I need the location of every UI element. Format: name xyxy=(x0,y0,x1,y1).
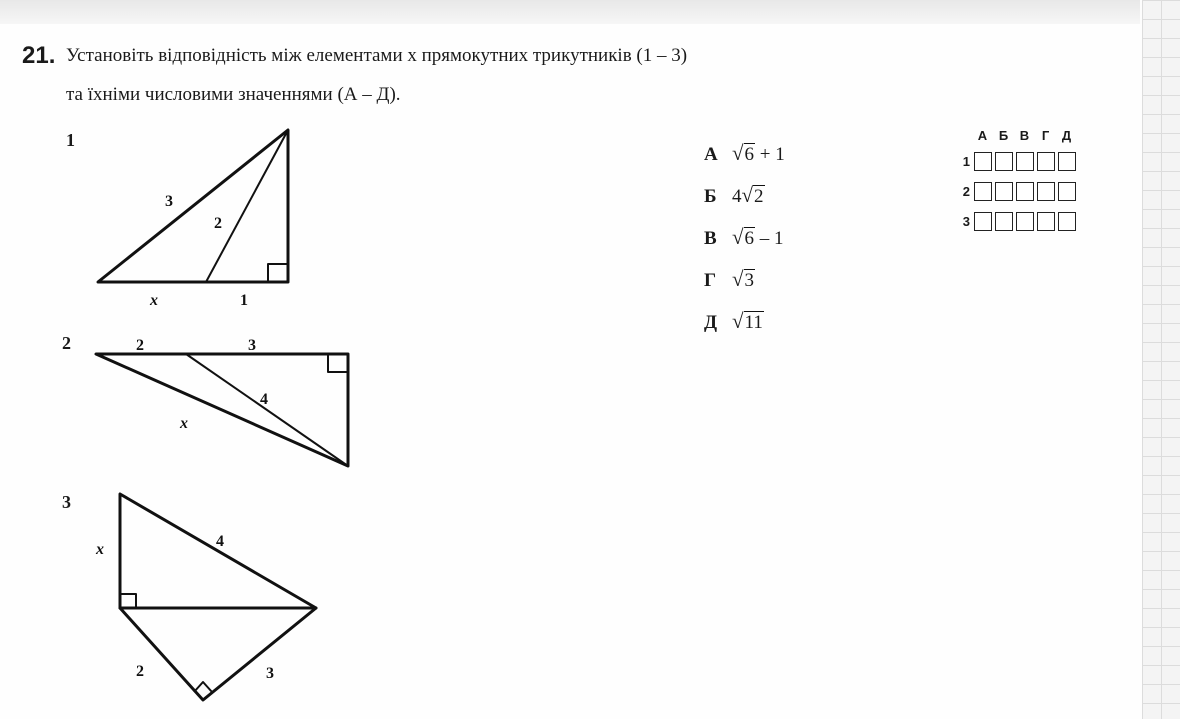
radical-sign: √ xyxy=(732,225,744,249)
fig2-label-segment: 4 xyxy=(260,391,268,408)
column-header: А xyxy=(977,128,988,143)
figure-2-label: 2 xyxy=(62,333,71,353)
option-b xyxy=(704,180,785,222)
question-number: 21. xyxy=(22,42,56,69)
figure-3-label: 3 xyxy=(62,492,71,512)
answer-checkbox-3-d[interactable] xyxy=(1058,212,1076,231)
figure-1-triangle xyxy=(98,130,288,282)
radicand: 6 xyxy=(744,228,755,249)
fig1-label-hypotenuse: 3 xyxy=(165,193,173,210)
column-header: Б xyxy=(998,128,1009,143)
column-header: В xyxy=(1019,128,1030,143)
question-text-line-2: та їхніми числовими значеннями (А – Д). xyxy=(66,84,401,105)
option-prefix: 4 xyxy=(732,186,742,207)
answer-grid-row-3 xyxy=(948,206,1079,236)
option-v xyxy=(704,222,785,264)
answer-grid-header xyxy=(972,128,1079,146)
answer-checkbox-1-b[interactable] xyxy=(995,152,1013,171)
radicand: 11 xyxy=(744,312,763,333)
option-letter: Г xyxy=(704,270,717,291)
column-header: Г xyxy=(1041,128,1050,143)
sqrt-expression xyxy=(732,138,755,170)
row-label: 3 xyxy=(962,213,970,229)
answer-checkbox-1-d[interactable] xyxy=(1058,152,1076,171)
answer-checkbox-3-a[interactable] xyxy=(974,212,992,231)
fig3-label-x: x xyxy=(96,541,104,558)
answer-checkbox-2-v[interactable] xyxy=(1016,182,1034,201)
option-letter: В xyxy=(704,228,717,249)
figure-2-triangle xyxy=(96,354,348,466)
fig2-label-x: x xyxy=(180,415,188,432)
answer-grid-row-2 xyxy=(948,176,1079,206)
answer-grid xyxy=(948,128,1079,236)
option-g xyxy=(704,264,785,306)
radical-sign: √ xyxy=(732,141,744,165)
radicand: 2 xyxy=(754,186,764,207)
answer-checkbox-1-g[interactable] xyxy=(1037,152,1055,171)
fig1-label-base: 1 xyxy=(240,292,248,309)
answer-checkbox-3-g[interactable] xyxy=(1037,212,1055,231)
column-header: Д xyxy=(1061,128,1072,143)
answer-grid-row-1 xyxy=(948,146,1079,176)
fig1-label-segment: 2 xyxy=(214,215,222,232)
option-suffix: – 1 xyxy=(755,228,784,249)
sqrt-expression xyxy=(732,306,764,338)
row-label: 1 xyxy=(962,153,970,169)
fig3-label-right-leg: 3 xyxy=(266,665,274,682)
answer-checkbox-3-v[interactable] xyxy=(1016,212,1034,231)
answer-checkbox-1-a[interactable] xyxy=(974,152,992,171)
radical-sign: √ xyxy=(732,309,744,333)
option-d xyxy=(704,306,785,348)
question-text-line-1: Установіть відповідність між елементами x прямокутних трикутників (1 – 3) xyxy=(66,45,688,66)
sqrt-expression xyxy=(732,222,755,254)
answer-checkbox-2-g[interactable] xyxy=(1037,182,1055,201)
sqrt-expression xyxy=(742,180,765,212)
fig2-label-top-left: 2 xyxy=(136,337,144,354)
figure-3-triangles xyxy=(120,494,316,700)
answer-options xyxy=(704,138,785,348)
answer-checkbox-3-b[interactable] xyxy=(995,212,1013,231)
fig2-label-top-right: 3 xyxy=(248,337,256,354)
option-letter: Б xyxy=(704,186,717,207)
figure-1-label: 1 xyxy=(66,130,75,150)
answer-checkbox-2-b[interactable] xyxy=(995,182,1013,201)
option-suffix: + 1 xyxy=(755,144,785,165)
answer-checkbox-2-a[interactable] xyxy=(974,182,992,201)
radicand: 3 xyxy=(744,270,755,291)
answer-checkbox-2-d[interactable] xyxy=(1058,182,1076,201)
radical-sign: √ xyxy=(732,267,744,291)
fig1-label-x: x xyxy=(150,292,158,309)
radical-sign: √ xyxy=(741,183,754,207)
answer-checkbox-1-v[interactable] xyxy=(1016,152,1034,171)
option-a xyxy=(704,138,785,180)
row-label: 2 xyxy=(962,183,970,199)
grid-paper-margin xyxy=(1142,0,1180,719)
sqrt-expression xyxy=(732,264,755,296)
option-letter: А xyxy=(704,144,718,165)
option-letter: Д xyxy=(704,312,718,333)
fig3-label-hypotenuse: 4 xyxy=(216,533,224,550)
fig3-label-left-leg: 2 xyxy=(136,663,144,680)
radicand: 6 xyxy=(744,144,755,165)
